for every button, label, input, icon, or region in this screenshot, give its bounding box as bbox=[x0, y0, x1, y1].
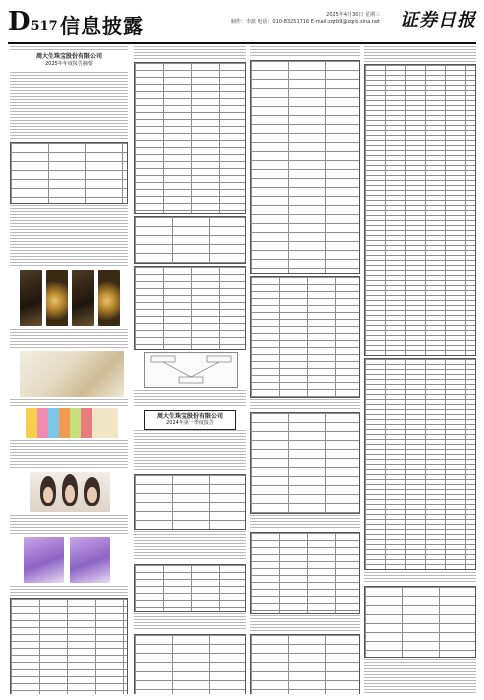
column-1 bbox=[10, 46, 128, 694]
product-photo bbox=[98, 270, 120, 326]
product-photo bbox=[72, 270, 94, 326]
product-photo bbox=[20, 270, 42, 326]
report-company: 周大生珠宝股份有限公司 bbox=[156, 413, 223, 420]
model-portrait bbox=[84, 477, 100, 506]
product-photo bbox=[26, 408, 118, 438]
report-headline-box bbox=[144, 410, 236, 430]
text-block bbox=[250, 515, 360, 529]
campaign-photo bbox=[70, 537, 110, 583]
data-table bbox=[134, 266, 246, 350]
diagram-node bbox=[207, 356, 231, 362]
text-block bbox=[10, 329, 128, 349]
text-block bbox=[134, 531, 246, 561]
date-line: 2025年4月30日 星期三 bbox=[326, 12, 380, 18]
product-photo bbox=[46, 270, 68, 326]
data-table bbox=[134, 62, 246, 214]
text-block bbox=[364, 572, 476, 582]
text-block bbox=[10, 586, 128, 596]
data-table bbox=[10, 598, 128, 694]
ownership-diagram-svg bbox=[145, 353, 237, 387]
campaign-photo bbox=[24, 537, 64, 583]
text-block bbox=[364, 659, 476, 694]
page-number: D517 bbox=[8, 7, 58, 37]
report-title: 2025年年度报告摘要 bbox=[45, 61, 93, 67]
text-block bbox=[134, 46, 246, 60]
financial-statement-table bbox=[364, 64, 476, 356]
column-3 bbox=[250, 46, 360, 694]
financial-statement-table bbox=[364, 358, 476, 570]
text-block bbox=[250, 399, 360, 409]
text-block bbox=[134, 613, 246, 631]
diagram-edge bbox=[163, 362, 191, 377]
text-block bbox=[10, 46, 128, 52]
masthead-meta bbox=[231, 12, 380, 26]
diagram-node bbox=[151, 356, 175, 362]
campaign-photo bbox=[30, 472, 110, 512]
data-table bbox=[134, 564, 246, 612]
data-table bbox=[250, 60, 360, 274]
text-block bbox=[364, 46, 476, 62]
column-4 bbox=[364, 46, 476, 694]
masthead-rule bbox=[8, 42, 476, 44]
text-block bbox=[134, 390, 246, 408]
announcement-headline bbox=[10, 53, 128, 68]
text-block bbox=[10, 440, 128, 470]
company-name: 周大生珠宝股份有限公司 bbox=[35, 53, 102, 60]
model-portrait bbox=[40, 476, 56, 506]
product-photo bbox=[20, 351, 124, 397]
model-portrait bbox=[62, 474, 78, 506]
diagram-node bbox=[179, 377, 203, 383]
text-block bbox=[10, 399, 128, 407]
text-block bbox=[250, 46, 360, 58]
data-table bbox=[134, 216, 246, 264]
data-table bbox=[364, 586, 476, 658]
report-period-title: 2024年第一季度报告 bbox=[166, 420, 214, 426]
data-table bbox=[134, 474, 246, 530]
text-block bbox=[10, 515, 128, 535]
text-block bbox=[134, 430, 246, 470]
data-table bbox=[250, 276, 360, 398]
editor-line: 制作：李波 电话：010-83251716 E-mail:zqrb9@zqrb.sina.net bbox=[230, 19, 380, 25]
data-table bbox=[250, 634, 360, 694]
newspaper-logo: 证券日报 bbox=[400, 10, 476, 31]
section-title: 信息披露 bbox=[60, 14, 144, 38]
column-2 bbox=[134, 46, 246, 694]
masthead bbox=[8, 6, 476, 42]
text-block bbox=[10, 205, 128, 267]
ownership-diagram bbox=[144, 352, 238, 388]
data-table bbox=[250, 412, 360, 514]
text-block bbox=[250, 615, 360, 631]
data-table bbox=[250, 532, 360, 614]
text-block bbox=[10, 72, 128, 140]
data-table bbox=[134, 634, 246, 694]
data-table bbox=[10, 142, 128, 204]
diagram-edge bbox=[191, 362, 219, 377]
